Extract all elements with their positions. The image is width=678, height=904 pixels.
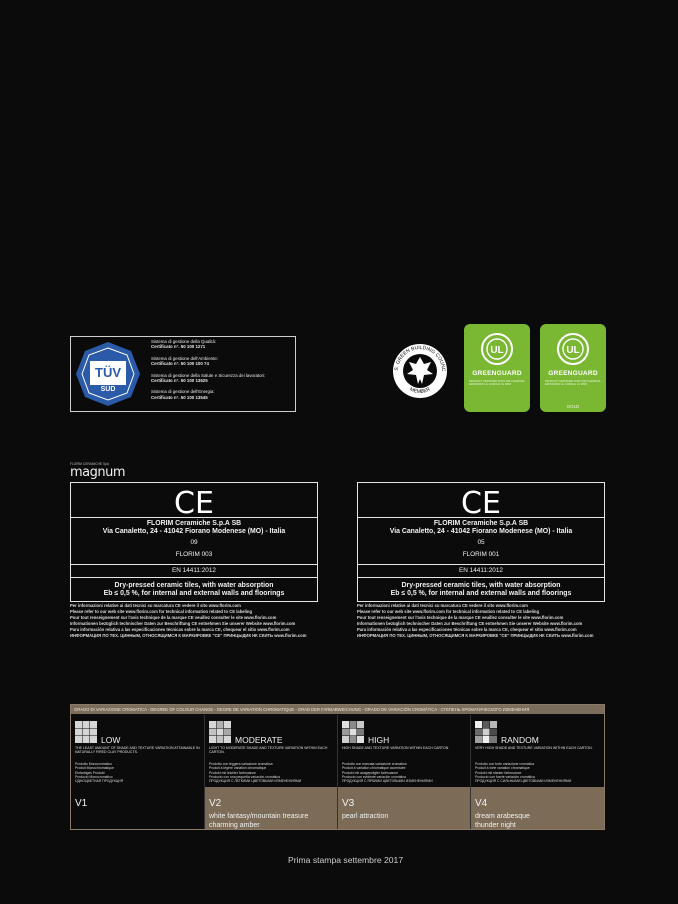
moderate-variation-icon [209, 721, 231, 743]
ul-icon [481, 333, 513, 365]
ce-standard: EN 14411:2012 [172, 567, 216, 574]
shade-code: V1 [75, 798, 88, 809]
ce-address: Via Canaletto, 24 - 41042 Fiorano Modenese (MO) - Italia [102, 528, 286, 535]
low-variation-icon [75, 721, 97, 743]
svg-text:CE: CE [174, 486, 214, 516]
greenguard-name: GREENGUARD [548, 370, 598, 377]
svg-text:TÜV: TÜV [95, 365, 121, 380]
usgbc-arc-top: S. GREEN BUILDING COUNC [393, 344, 447, 372]
shade-products: Prodotto con forte variazione cromatica Produit à forte variation chromatique Produkt mit starker farbnuance Producto con fuerte variación cromática ПРОДУКЦИЯ С СИЛЬНЫМИ ЦВЕТОВЫМИ ИЗМЕНЕНИЯМИ [475, 762, 572, 784]
shade-name: HIGH [368, 735, 390, 745]
shade-variation-table [70, 704, 605, 830]
brand-logo: magnum [70, 465, 126, 480]
certificate-item: Sistema di gestione dell'Ambiente: Certificato n°. 50 100 100 74 [151, 355, 218, 367]
certificate-item: Sistema di gestione della Salute e Sicurezza dei lavoratori: Certificato n°. 50 100 13625 [151, 372, 266, 384]
brand-company-small: FLORIM CERAMICHE SpA [70, 462, 109, 466]
shade-products: Prodotto Monocromatico Produit Monochromatique Einfarbiges Produkt Producto Monocromático ОДНОЦВЕТНАЯ ПРОДУКЦИЯ [75, 762, 124, 784]
ce-notes: Per informazioni relative ai dati tecnici su marcatura CE vedere il sito www.florim.com Please refer to our web site www.florim.com for technical information related to CE labeling Pour tout renseignement sur l'avis technique de la marque CE veuillez consulter le site www.florim.com Informationen bezüglich technischer Daten zur Beschriftung CE entnehmen Sie unserer Website www.florim.com Para información relativa a las especificaciones técnicas sobre la marca CE, chequear el sitio www.florim.com ИНФОРМАЦИЯ ПО ТЕХ. ЦИННЫМ, ОТНОСЯЩИМСЯ К МАРКИРОВКЕ "CE" ПРИНЦЫДИК НК СКИТЬ www.florim.com [357, 603, 594, 638]
svg-text:UL: UL [566, 345, 580, 356]
ce-document: FLORIM 003 [175, 551, 213, 558]
greenguard-tier: GOLD [566, 404, 580, 409]
greenguard-name: GREENGUARD [472, 370, 522, 377]
tuv-logo [75, 341, 141, 407]
random-variation-icon [475, 721, 497, 743]
greenguard-description: PRODUCT CERTIFIED FOR LOW CHEMICAL EMISSIONS UL.COM/GG UL 2818 [469, 380, 525, 387]
shade-code: V3 [342, 798, 355, 809]
greenguard-badge [464, 324, 530, 412]
greenguard-gold-badge [540, 324, 606, 412]
shade-column-random [470, 715, 604, 829]
ce-label [70, 482, 318, 602]
high-variation-icon [342, 721, 364, 743]
tuv-certification-box [70, 336, 296, 412]
ce-description: Dry-pressed ceramic tiles, with water absorption [114, 582, 274, 589]
ce-description: Dry-pressed ceramic tiles, with water absorption [401, 582, 561, 589]
usgbc-member-logo [391, 342, 449, 400]
svg-text:SÜD: SÜD [100, 386, 116, 393]
shade-name: RANDOM [501, 735, 539, 745]
shade-column-low [71, 715, 204, 829]
shade-examples: white fantasy/mountain treasure charming amber [209, 813, 309, 829]
ce-company: FLORIM Ceramiche S.p.A SB [146, 520, 242, 527]
shade-products: Prodotto con marcata variazione cromatica Produit à variation chromatique accentuée Produkt mit ausgeprägter farbnuance Producto con evidente variación cromática ПРОДУКЦИЯ С ЯРКИМИ ЦВЕТОВЫМИ ИЗМЕНЕНИЯМИ [342, 762, 433, 784]
shade-name: LOW [101, 735, 121, 745]
ce-standard: EN 14411:2012 [459, 567, 503, 574]
shade-table-header: GRADO DI VARIAZIONE CROMATICA - DEGREE OF COLOUR CHANGE - DEGRE DE VARIATION CHROMATIQUE - GRAD DER FARBABWEICHUNG - GRADO DE VARIACIÓN CROMÁTICA - СТЕПЕНЬ ХРОМАТИЧЕСКОГО ИЗМЕНЕНИЯ [71, 705, 604, 714]
ce-mark-icon [71, 486, 317, 516]
svg-text:UL: UL [490, 345, 504, 356]
greenguard-description: PRODUCT CERTIFIED FOR LOW CHEMICAL EMISSIONS UL.COM/GG UL 2818 [545, 380, 601, 387]
certificate-item: Sistema di gestione della Qualità: Certificato n°. 50 100 1271 [151, 339, 217, 350]
ce-mark-icon [358, 486, 604, 516]
shade-examples: dream arabesque thunder night [475, 813, 530, 829]
ce-description-2: Eb ≤ 0,5 %, for internal and external walls and floorings [103, 590, 285, 597]
shade-examples: pearl attraction [342, 813, 389, 820]
ce-label [357, 482, 605, 602]
print-date-footer: Prima stampa settembre 2017 [288, 855, 404, 865]
ce-description-2: Eb ≤ 0,5 %, for internal and external walls and floorings [390, 590, 572, 597]
usgbc-arc-bottom: MEMBER [408, 386, 432, 396]
certificate-item: Sistema di gestione dell'Energia: Certificato n°. 50 100 13545 [151, 389, 215, 400]
ce-address: Via Canaletto, 24 - 41042 Fiorano Modenese (MO) - Italia [389, 528, 573, 535]
ce-notes: Per informazioni relative ai dati tecnici su marcatura CE vedere il sito www.florim.com Please refer to our web site www.florim.com for technical information related to CE labeling Pour tout renseignement sur l'avis technique de la marque CE veuillez consulter le site www.florim.com Informationen bezüglich technischer Daten zur Beschriftung CE entnehmen Sie unserer Website www.florim.com Para información relativa a las especificaciones técnicas sobre la marca CE, chequear el sitio www.florim.com ИНФОРМАЦИЯ ПО ТЕХ. ЦИННЫМ, ОТНОСЯЩИМСЯ К МАРКИРОВКЕ "CE" ПРИНЦЫДИК НК СКИТЬ www.florim.com [70, 603, 307, 638]
ul-icon [557, 333, 589, 365]
certificate-list [151, 339, 295, 406]
ce-company: FLORIM Ceramiche S.p.A SB [433, 520, 529, 527]
svg-text:CE: CE [461, 486, 501, 516]
shade-description: LIGHT TO MODERATE SHADE AND TEXTURE VARIATION WITHIN EACH CARTON. [209, 746, 328, 755]
shade-column-high [337, 715, 471, 829]
shade-code: V4 [475, 798, 488, 809]
ce-year: 09 [190, 539, 198, 546]
shade-description: THE LEAST AMOUNT OF SHADE AND TEXTURE VARIATION ATTAINABLE IN NATURALLY FIRED CLAY PRODUCTS. [75, 746, 200, 755]
shade-code: V2 [209, 798, 222, 809]
shade-column-moderate [204, 715, 338, 829]
shade-description: HIGH SHADE AND TEXTURE VARIATION WITHIN EACH CARTON. [342, 746, 450, 750]
ce-document: FLORIM 001 [462, 551, 500, 558]
shade-name: MODERATE [235, 735, 283, 745]
ce-year: 05 [477, 539, 485, 546]
shade-products: Prodotto con leggera variazione cromatica Produit à légère variation chromatique Produkt mit leichter farbnuance Producto con una pequeña variación cromática ПРОДУКЦИЯ С ЛЕГКИМИ ЦВЕТОВЫМИ ИЗМЕНЕНИЯМИ [209, 762, 302, 784]
shade-description: VERY HIGH SHADE AND TEXTURE VARIATION WITHIN EACH CARTON. [475, 746, 593, 750]
